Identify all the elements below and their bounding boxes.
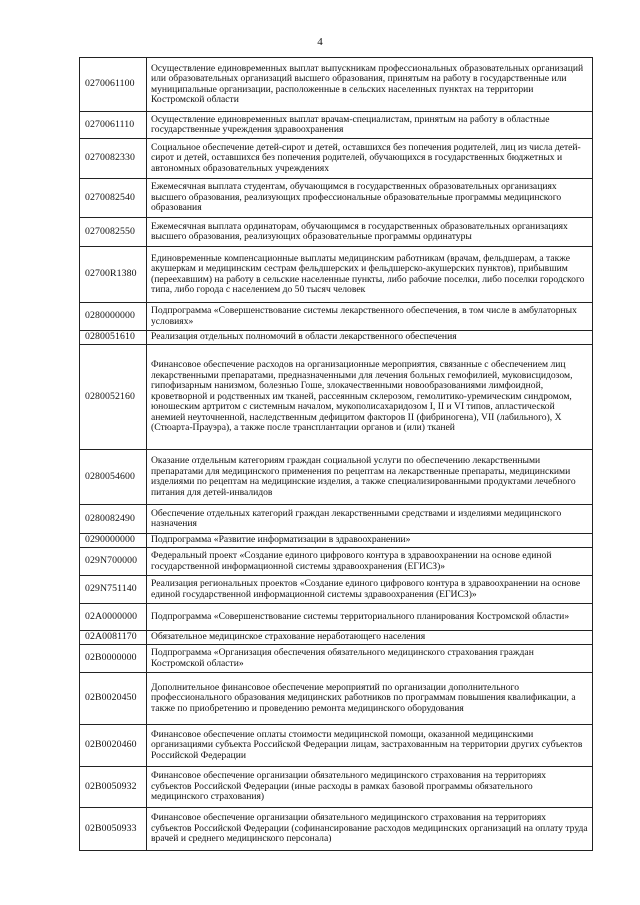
description-cell: Финансовое обеспечение организации обязательного медицинского страхования на территориях субъектов Российской Федерации (иные расходы в рамках базовой программы обязательного медицинского страхования): [147, 767, 593, 808]
table-row: [80, 179, 593, 218]
page-number: 4: [317, 36, 323, 48]
budget-code-cell: 02В0050932: [80, 767, 147, 808]
description-cell: Осуществление единовременных выплат выпускникам профессиональных образовательных организаций или образовательных организаций высшего образования, принятым на работу в государственные или муниципальные организации, расположенные в сельских населенных пунктах на территории Костромской области: [147, 58, 593, 112]
table-row: [80, 548, 593, 576]
description-cell: Финансовое обеспечение оплаты стоимости медицинской помощи, оказанной медицинскими организациями субъекта Российской Федерации лицам, застрахованным на территории других субъектов Российской Федерации: [147, 725, 593, 767]
table-row: [80, 808, 593, 851]
table-row: [80, 139, 593, 179]
budget-code-cell: 0280051610: [80, 331, 147, 345]
budget-code-cell: 029N751140: [80, 576, 147, 604]
description-cell: Ежемесячная выплата ординаторам, обучающимся в государственных образовательных организациях высшего образования, реализующих образовательные программы ординатуры: [147, 218, 593, 247]
description-cell: Обеспечение отдельных категорий граждан лекарственными средствами и изделиями медицинского назначения: [147, 505, 593, 534]
budget-code-cell: 0270061100: [80, 58, 147, 112]
description-cell: Подпрограмма «Совершенствование системы лекарственного обеспечения, в том числе в амбулаторных условиях»: [147, 303, 593, 331]
budget-code-cell: 02А0081170: [80, 631, 147, 645]
budget-code-cell: 02700R1380: [80, 247, 147, 303]
description-cell: Реализация отдельных полномочий в области лекарственного обеспечения: [147, 331, 593, 345]
description-cell: Оказание отдельным категориям граждан социальной услуги по обеспечению лекарственными препаратами для медицинского применения по рецептам на лекарственные препараты, медицинскими изделиями по рецептам на медицинские изделия, а также специализированными продуктами лечебного питания для детей-инвалидов: [147, 450, 593, 505]
table-row: [80, 725, 593, 767]
budget-code-cell: 0280052160: [80, 345, 147, 450]
budget-code-cell: 02В0020450: [80, 673, 147, 725]
budget-code-cell: 0270082550: [80, 218, 147, 247]
table-row: [80, 576, 593, 604]
description-cell: Единовременные компенсационные выплаты медицинским работникам (врачам, фельдшерам, а также акушеркам и медицинским сестрам фельдшерских и фельдшерско-акушерских пунктов), прибывшим (переехавшим) на работу в сельские населенные пункты, либо рабочие поселки, либо поселки городского типа, либо города с населением до 50 тысяч человек: [147, 247, 593, 303]
budget-code-cell: 0280054600: [80, 450, 147, 505]
budget-code-cell: 02В0000000: [80, 645, 147, 673]
description-cell: Дополнительное финансовое обеспечение мероприятий по организации дополнительного профессионального образования медицинских работников по программам повышения квалификации, а также по приобретению и проведению ремонта медицинского оборудования: [147, 673, 593, 725]
table-row: [80, 331, 593, 345]
budget-code-table: [79, 57, 593, 851]
table-row: [80, 767, 593, 808]
budget-code-cell: 02В0020460: [80, 725, 147, 767]
description-cell: Финансовое обеспечение организации обязательного медицинского страхования на территориях субъектов Российской Федерации (софинансирование расходов медицинских организаций на оплату труда врачей и среднего медицинского персонала): [147, 808, 593, 851]
budget-code-cell: 02В0050933: [80, 808, 147, 851]
table-row: [80, 645, 593, 673]
table-row: [80, 631, 593, 645]
description-cell: Финансовое обеспечение расходов на организационные мероприятия, связанные с обеспечением лиц лекарственными препаратами, предназначенными для лечения больных гемофилией, муковисцидозом, гипофизарным нанизмом, болезнью Гоше, злокачественными новообразованиями лимфоидной, кроветворной и родственных им тканей, рассеянным склерозом, гемолитико-уремическим синдромом, юношеским артритом с системным началом, мукополисахаридозом I, II и VI типов, апластической анемией неуточненной, наследственным дефицитом факторов II (фибриногена), VII (лабильного), X (Стюарта-Прауэра), а также после трансплантации органов и (или) тканей: [147, 345, 593, 450]
budget-code-table-body: [80, 58, 593, 851]
budget-code-cell: 02А0000000: [80, 604, 147, 631]
budget-code-cell: 0290000000: [80, 534, 147, 548]
table-row: [80, 450, 593, 505]
table-row: [80, 112, 593, 139]
description-cell: Реализация региональных проектов «Создание единого цифрового контура в здравоохранении на основе единой государственной информационной системы здравоохранения (ЕГИСЗ)»: [147, 576, 593, 604]
description-cell: Осуществление единовременных выплат врачам-специалистам, принятым на работу в областные государственные учреждения здравоохранения: [147, 112, 593, 139]
table-row: [80, 303, 593, 331]
table-row: [80, 218, 593, 247]
budget-code-cell: 029N700000: [80, 548, 147, 576]
description-cell: Федеральный проект «Создание единого цифрового контура в здравоохранении на основе единой государственной информационной системы здравоохранения (ЕГИСЗ)»: [147, 548, 593, 576]
table-row: [80, 604, 593, 631]
description-cell: Подпрограмма «Развитие информатизации в здравоохранении»: [147, 534, 593, 548]
table-row: [80, 534, 593, 548]
budget-code-cell: 0270061110: [80, 112, 147, 139]
table-row: [80, 505, 593, 534]
budget-code-cell: 0270082330: [80, 139, 147, 179]
budget-code-cell: 0280082490: [80, 505, 147, 534]
description-cell: Подпрограмма «Организация обеспечения обязательного медицинского страхования граждан Костромской области»: [147, 645, 593, 673]
table-row: [80, 58, 593, 112]
description-cell: Социальное обеспечение детей-сирот и детей, оставшихся без попечения родителей, лиц из числа детей-сирот и детей, оставшихся без попечения родителей, обучающихся в государственных бюджетных и автономных образовательных учреждениях: [147, 139, 593, 179]
description-cell: Обязательное медицинское страхование неработающего населения: [147, 631, 593, 645]
description-cell: Ежемесячная выплата студентам, обучающимся в государственных образовательных организациях высшего образования, реализующих профессиональные образовательные программы медицинского образования: [147, 179, 593, 218]
table-row: [80, 247, 593, 303]
description-cell: Подпрограмма «Совершенствование системы территориального планирования Костромской области»: [147, 604, 593, 631]
table-row: [80, 673, 593, 725]
budget-code-cell: 0280000000: [80, 303, 147, 331]
table-row: [80, 345, 593, 450]
budget-code-cell: 0270082540: [80, 179, 147, 218]
